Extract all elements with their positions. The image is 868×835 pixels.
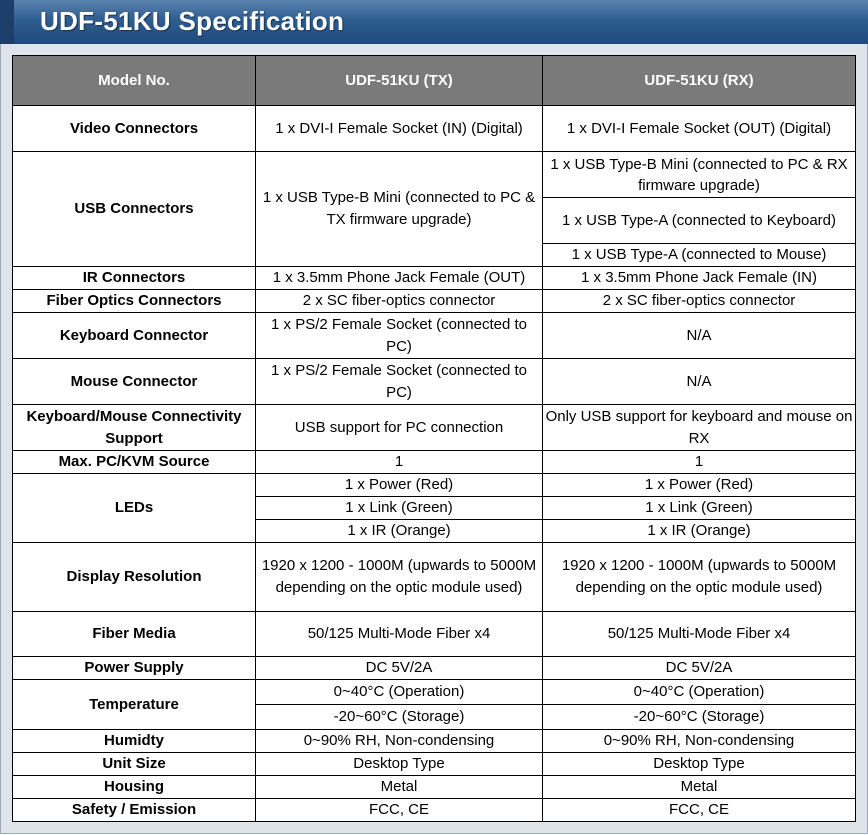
header-tx: UDF-51KU (TX)	[256, 56, 543, 106]
rx-value: Metal	[543, 776, 856, 799]
rx-value: 0~40°C (Operation)	[543, 680, 856, 705]
tx-value: Metal	[256, 776, 543, 799]
row-label: Video Connectors	[13, 106, 256, 152]
tx-value: Desktop Type	[256, 753, 543, 776]
rx-value: Desktop Type	[543, 753, 856, 776]
tx-value: USB support for PC connection	[256, 405, 543, 451]
tx-value: 1 x PS/2 Female Socket (connected to PC)	[256, 359, 543, 405]
rx-value: 0~90% RH, Non-condensing	[543, 730, 856, 753]
table-row	[13, 451, 856, 474]
table-row	[13, 405, 856, 451]
tx-value: 1 x IR (Orange)	[256, 520, 543, 543]
table-row	[13, 313, 856, 359]
rx-value: 1 x Link (Green)	[543, 497, 856, 520]
tx-value: -20~60°C (Storage)	[256, 705, 543, 730]
title-banner	[0, 0, 868, 44]
row-label: Fiber Optics Connectors	[13, 290, 256, 313]
rx-value: N/A	[543, 359, 856, 405]
banner-accent	[0, 0, 14, 44]
row-label: USB Connectors	[13, 152, 256, 267]
page-title: UDF-51KU Specification	[40, 6, 345, 36]
table-row	[13, 753, 856, 776]
row-label: Housing	[13, 776, 256, 799]
tx-value: 50/125 Multi-Mode Fiber x4	[256, 612, 543, 657]
row-label: Humidty	[13, 730, 256, 753]
table-row	[13, 543, 856, 612]
table-row	[13, 799, 856, 822]
tx-value: 0~40°C (Operation)	[256, 680, 543, 705]
tx-value: 1920 x 1200 - 1000M (upwards to 5000M depending on the optic module used)	[256, 543, 543, 612]
tx-value: 1 x USB Type-B Mini (connected to PC & TX firmware upgrade)	[256, 152, 543, 267]
rx-value: 1920 x 1200 - 1000M (upwards to 5000M depending on the optic module used)	[543, 543, 856, 612]
rx-value: FCC, CE	[543, 799, 856, 822]
row-label: Keyboard/Mouse Connectivity Support	[13, 405, 256, 451]
rx-value: 1 x USB Type-A (connected to Keyboard)	[543, 198, 856, 244]
rx-value: -20~60°C (Storage)	[543, 705, 856, 730]
rx-value: 1 x DVI-I Female Socket (OUT) (Digital)	[543, 106, 856, 152]
tx-value: 2 x SC fiber-optics connector	[256, 290, 543, 313]
tx-value: 1	[256, 451, 543, 474]
header-model: Model No.	[13, 56, 256, 106]
spec-table	[12, 55, 856, 822]
tx-value: DC 5V/2A	[256, 657, 543, 680]
rx-value: Only USB support for keyboard and mouse on RX	[543, 405, 856, 451]
row-label: Unit Size	[13, 753, 256, 776]
rx-value: 1 x USB Type-B Mini (connected to PC & RX firmware upgrade)	[543, 152, 856, 198]
tx-value: 0~90% RH, Non-condensing	[256, 730, 543, 753]
rx-value: 50/125 Multi-Mode Fiber x4	[543, 612, 856, 657]
table-row	[13, 267, 856, 290]
rx-value: 1 x IR (Orange)	[543, 520, 856, 543]
row-label: Safety / Emission	[13, 799, 256, 822]
rx-value: DC 5V/2A	[543, 657, 856, 680]
table-row	[13, 474, 856, 497]
rx-value: 1 x USB Type-A (connected to Mouse)	[543, 244, 856, 267]
table-row	[13, 730, 856, 753]
row-label: IR Connectors	[13, 267, 256, 290]
rx-value: 1	[543, 451, 856, 474]
rx-value: 1 x Power (Red)	[543, 474, 856, 497]
tx-value: 1 x 3.5mm Phone Jack Female (OUT)	[256, 267, 543, 290]
table-row	[13, 680, 856, 705]
row-label: Display Resolution	[13, 543, 256, 612]
table-row	[13, 152, 856, 198]
tx-value: 1 x Power (Red)	[256, 474, 543, 497]
rx-value: 2 x SC fiber-optics connector	[543, 290, 856, 313]
table-row	[13, 776, 856, 799]
header-row	[13, 56, 856, 106]
table-row	[13, 290, 856, 313]
row-label: Keyboard Connector	[13, 313, 256, 359]
row-label: Mouse Connector	[13, 359, 256, 405]
row-label: Fiber Media	[13, 612, 256, 657]
rx-value: 1 x 3.5mm Phone Jack Female (IN)	[543, 267, 856, 290]
rx-value: N/A	[543, 313, 856, 359]
row-label: Power Supply	[13, 657, 256, 680]
table-row	[13, 657, 856, 680]
row-label: Max. PC/KVM Source	[13, 451, 256, 474]
tx-value: FCC, CE	[256, 799, 543, 822]
tx-value: 1 x PS/2 Female Socket (connected to PC)	[256, 313, 543, 359]
table-row	[13, 359, 856, 405]
tx-value: 1 x DVI-I Female Socket (IN) (Digital)	[256, 106, 543, 152]
table-row	[13, 612, 856, 657]
header-rx: UDF-51KU (RX)	[543, 56, 856, 106]
row-label: Temperature	[13, 680, 256, 730]
row-label: LEDs	[13, 474, 256, 543]
tx-value: 1 x Link (Green)	[256, 497, 543, 520]
table-row	[13, 106, 856, 152]
